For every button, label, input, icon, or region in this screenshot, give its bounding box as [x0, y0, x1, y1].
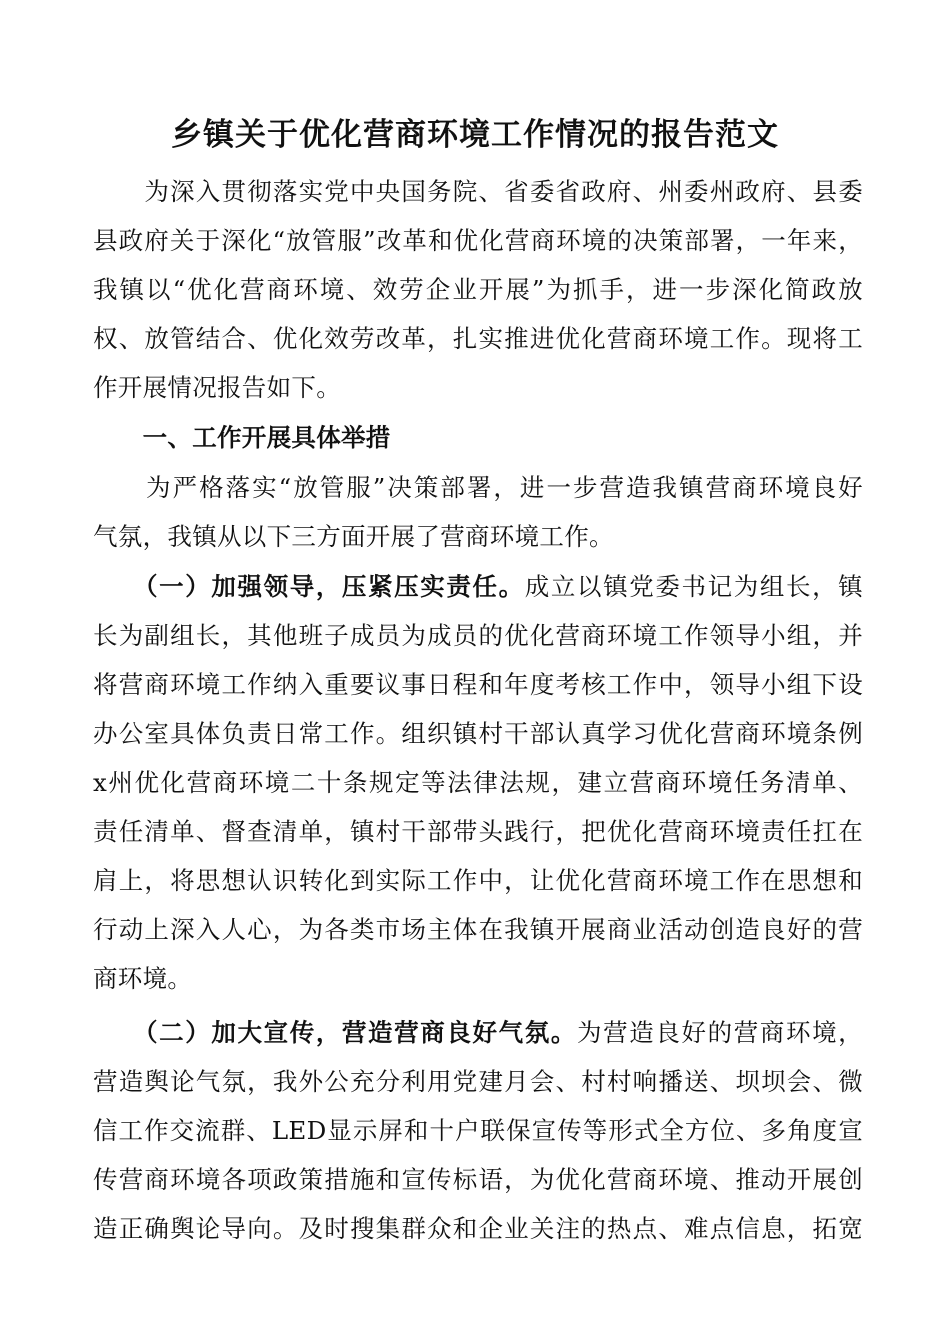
item1-first-line: [93, 562, 863, 611]
intro-line-4: 权、放管结合、优化效劳改革，扎实推进优化营商环境工作。现将工: [93, 324, 863, 353]
item1-line-8: 行动上深入人心，为各类市场主体在我镇开展商业活动创造良好的营: [93, 915, 863, 944]
item2-line-5: 造正确舆论导向。及时搜集群众和企业关注的热点、难点信息，拓宽: [93, 1214, 863, 1243]
document-title: 乡镇关于优化营商环境工作情况的报告范文: [171, 117, 779, 153]
item1-line-9: 商环境。: [93, 964, 193, 993]
item2-first-line: [93, 1008, 863, 1057]
item1-line-6: 责任清单、督查清单，镇村干部带头践行，把优化营商环境责任扛在: [93, 817, 863, 846]
item2-heading: （二）加大宣传，营造营商良好气氛。: [93, 1018, 577, 1047]
item1-line-7: 肩上，将思想认识转化到实际工作中，让优化营商环境工作在思想和: [93, 866, 863, 895]
item2-line-4: 传营商环境各项政策措施和宣传标语，为优化营商环境、推动开展创: [93, 1165, 863, 1194]
item1-line-4: 办公室具体负责日常工作。组织镇村干部认真学习优化营商环境条例: [93, 719, 863, 748]
section-heading-1: 一、工作开展具体举措: [93, 423, 391, 452]
item1-line-5: x州优化营商环境二十条规定等法律法规，建立营商环境任务清单、: [93, 768, 863, 797]
item1-first-line-text: 成立以镇党委书记为组长，镇: [524, 572, 863, 601]
intro-line-5: 作开展情况报告如下。: [93, 373, 341, 402]
intro-line-3: 我镇以“优化营商环境、效劳企业开展”为抓手，进一步深化简政放: [93, 275, 863, 304]
intro-line-2: 县政府关于深化“放管服”改革和优化营商环境的决策部署，一年来，: [93, 226, 863, 255]
item2-line-2: 营造舆论气氛，我外公充分利用党建月会、村村响播送、坝坝会、微: [93, 1067, 863, 1096]
item2-line-3: 信工作交流群、LED显示屏和十户联保宣传等形式全方位、多角度宣: [93, 1116, 863, 1145]
item2-first-line-text: 为营造良好的营商环境，: [577, 1018, 863, 1047]
intro-line-1: 为深入贯彻落实党中央国务院、省委省政府、州委州政府、县委: [93, 177, 863, 206]
section1-intro-line-1: 为严格落实“放管服”决策部署，进一步营造我镇营商环境良好: [93, 473, 863, 502]
section1-intro-line-2: 气氛，我镇从以下三方面开展了营商环境工作。: [93, 522, 614, 551]
item1-heading: （一）加强领导，压紧压实责任。: [93, 572, 525, 601]
item1-line-3: 将营商环境工作纳入重要议事日程和年度考核工作中，领导小组下设: [93, 670, 863, 699]
item1-line-2: 长为副组长，其他班子成员为成员的优化营商环境工作领导小组，并: [93, 621, 863, 650]
